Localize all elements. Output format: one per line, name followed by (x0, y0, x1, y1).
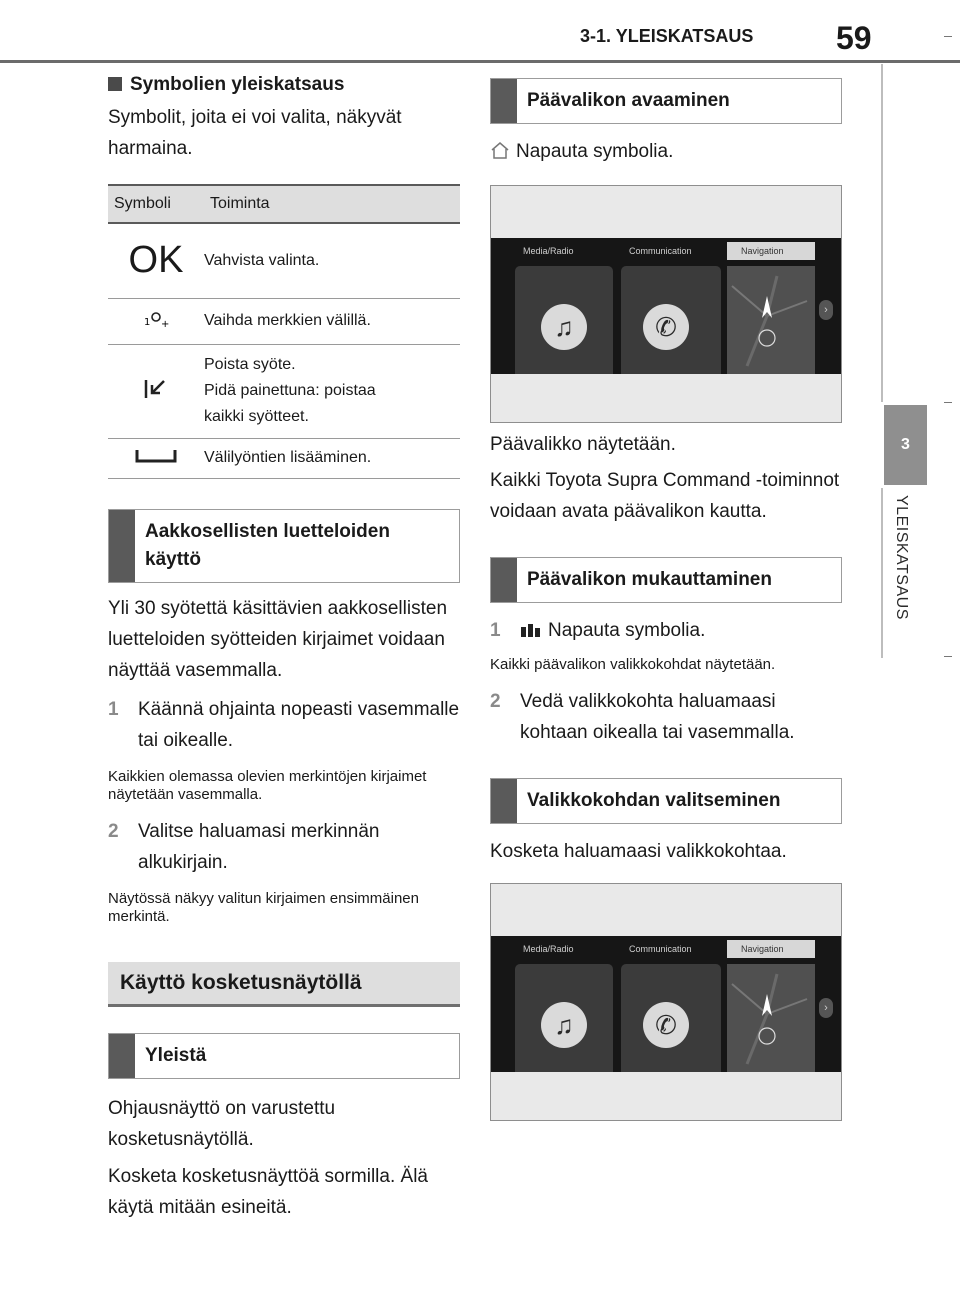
tick-mark (944, 402, 952, 403)
select-item-heading: Valikkokohdan valitseminen (490, 778, 842, 824)
communication-label: Communication (629, 944, 692, 954)
table-cell: Poista syöte. Pidä painettuna: poistaa kaikki syötteet. (204, 344, 460, 438)
switch-chars-icon (108, 298, 204, 344)
table-row (108, 298, 460, 344)
page-number: 59 (836, 20, 872, 56)
display-screen (491, 238, 841, 374)
phone-icon: ✆ (643, 1002, 689, 1048)
display-screen (491, 936, 841, 1072)
table-cell: Välilyöntien lisääminen. (204, 438, 460, 478)
chapter-tab-label: YLEISKATSAUS (893, 495, 910, 620)
page-header (0, 0, 960, 64)
table-header-row (108, 185, 460, 223)
symbols-intro: Symbolit, joita ei voi valita, näkyvät harmaina. (108, 107, 402, 159)
alpha-lists-heading: Aakkosellisten luetteloiden käyttö (108, 509, 460, 583)
symbols-subheading: Symbolien yleiskatsaus (108, 74, 460, 96)
delete-icon (108, 344, 204, 438)
step-1-note: Kaikkien olemassa olevien merkintöjen kirjaimet näytetään vasemmalla. (108, 767, 427, 803)
media-label: Media/Radio (523, 246, 574, 256)
customize-step-1-note: Kaikki päävalikon valikkokohdat näytetään. (490, 656, 776, 673)
customize-step-1: 1 Napauta symbolia. (490, 620, 706, 641)
step-1: 1 Käännä ohjainta nopeasti vasemmalle tai oikealle. (108, 698, 460, 751)
square-bullet-icon (108, 77, 122, 91)
ok-symbol: OK (108, 223, 204, 298)
svg-text:+: + (161, 318, 169, 329)
tick-mark (944, 656, 952, 657)
step-2: 2 Valitse haluamasi merkinnän alkukirjain. (108, 820, 380, 873)
alpha-lists-body: Yli 30 syötettä käsittävien aakkosellisten luetteloiden syötteiden kirjaimet voidaan näyttää vasemmalla. (108, 597, 448, 681)
table-row (108, 344, 460, 438)
communication-label: Communication (629, 246, 692, 256)
table-header: Toiminta (204, 185, 460, 223)
open-menu-p2: Kaikki Toyota Supra Command -toiminnot voidaan avata päävalikon kautta. (490, 470, 840, 522)
symbols-table (108, 184, 460, 479)
customize-step-2: 2 Vedä valikkokohta haluamaasi kohtaan oikealla tai vasemmalla. (490, 691, 795, 743)
open-menu-step: Napauta symbolia. (490, 136, 842, 167)
table-row (108, 223, 460, 298)
table-row (108, 438, 460, 478)
space-icon (108, 438, 204, 478)
customize-heading: Päävalikon mukauttaminen (490, 557, 842, 603)
navigation-label: Navigation (727, 940, 815, 958)
navigation-map (727, 964, 815, 1072)
select-item-screenshot (490, 883, 842, 1121)
settings-icon (520, 622, 542, 638)
general-p1: Ohjausnäyttö on varustettu kosketusnäytöllä. (108, 1097, 336, 1150)
chapter-tab: 3 (884, 405, 927, 485)
chevron-right-icon: › (819, 300, 833, 320)
side-line-top (881, 64, 883, 402)
chapter-title: 3-1. YLEISKATSAUS (580, 26, 754, 46)
music-icon: ♫ (541, 1002, 587, 1048)
side-line-bottom (881, 488, 883, 658)
table-cell: Vaihda merkkien välillä. (204, 298, 460, 344)
main-menu-screenshot (490, 185, 842, 423)
table-header: Symboli (108, 185, 204, 223)
left-column (108, 72, 460, 1223)
header-rule (0, 60, 960, 63)
right-column (490, 72, 842, 1121)
table-cell: Vahvista valinta. (204, 223, 460, 298)
general-heading: Yleistä (108, 1033, 460, 1079)
open-menu-p1: Päävalikko näytetään. (490, 434, 676, 455)
home-icon (490, 141, 510, 159)
tick-mark (944, 36, 952, 37)
select-item-body: Kosketa haluamaasi valikkokohtaa. (490, 841, 787, 862)
music-icon: ♫ (541, 304, 587, 350)
chevron-right-icon: › (819, 998, 833, 1018)
step-2-note: Näytössä näkyy valitun kirjaimen ensimmäinen merkintä. (108, 889, 419, 925)
media-label: Media/Radio (523, 944, 574, 954)
open-menu-heading: Päävalikon avaaminen (490, 78, 842, 124)
svg-text:1: 1 (144, 316, 151, 328)
general-p2: Kosketa kosketusnäyttöä sormilla. Älä käytä mitään esineitä. (108, 1165, 428, 1218)
touchscreen-heading: Käyttö kosketusnäytöllä (108, 962, 460, 1007)
navigation-label: Navigation (727, 242, 815, 260)
phone-icon: ✆ (643, 304, 689, 350)
navigation-map (727, 266, 815, 374)
